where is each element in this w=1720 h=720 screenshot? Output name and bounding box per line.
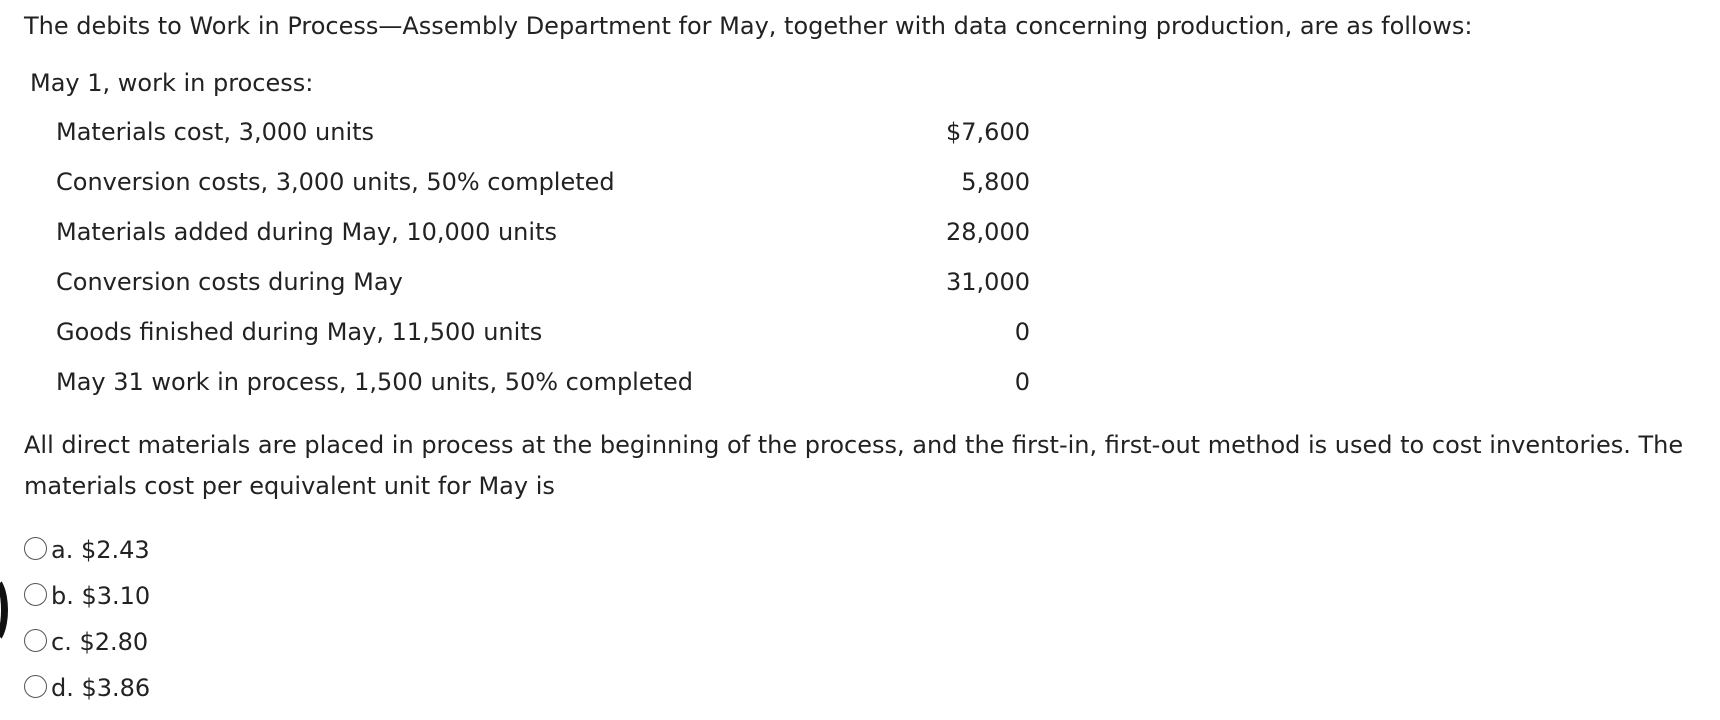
option-a[interactable] <box>24 527 150 573</box>
row-label: Goods finished during May, 11,500 units <box>56 318 543 346</box>
radio-button-icon[interactable] <box>24 583 47 606</box>
table-row <box>30 157 1030 207</box>
option-label: b. $3.10 <box>51 582 151 610</box>
table-row <box>30 207 1030 257</box>
selection-marker-icon <box>0 575 8 645</box>
option-label: c. $2.80 <box>51 628 149 656</box>
row-amount: 5,800 <box>961 168 1030 196</box>
cost-data-table <box>30 67 1030 407</box>
row-amount: 28,000 <box>946 218 1030 246</box>
row-amount: 0 <box>1014 368 1030 396</box>
option-label: d. $3.86 <box>51 674 151 702</box>
table-row <box>30 107 1030 157</box>
row-label: May 31 work in process, 1,500 units, 50% completed <box>56 368 694 396</box>
table-row <box>30 357 1030 407</box>
row-label: Materials added during May, 10,000 units <box>56 218 557 246</box>
option-label: a. $2.43 <box>51 536 150 564</box>
radio-button-icon[interactable] <box>24 675 47 698</box>
table-row <box>30 257 1030 307</box>
row-amount: $7,600 <box>946 118 1030 146</box>
table-header-label: May 1, work in process: <box>30 69 314 97</box>
question-text: All direct materials are placed in process at the beginning of the process, and the first-in, first-out method is used to cost inventories. The materials cost per equivalent unit for May is <box>24 431 1684 500</box>
table-header-row <box>30 67 1030 107</box>
option-d[interactable] <box>24 665 150 711</box>
radio-button-icon[interactable] <box>24 629 47 652</box>
table-row <box>30 307 1030 357</box>
option-b[interactable] <box>24 573 150 619</box>
row-label: Conversion costs during May <box>56 268 403 296</box>
row-amount: 0 <box>1014 318 1030 346</box>
option-c[interactable] <box>24 619 150 665</box>
row-amount: 31,000 <box>946 268 1030 296</box>
question-intro: The debits to Work in Process—Assembly Department for May, together with data concerning production, are as follows: <box>24 12 1473 40</box>
row-label: Conversion costs, 3,000 units, 50% completed <box>56 168 615 196</box>
row-label: Materials cost, 3,000 units <box>56 118 375 146</box>
answer-options <box>24 527 150 711</box>
radio-button-icon[interactable] <box>24 537 47 560</box>
